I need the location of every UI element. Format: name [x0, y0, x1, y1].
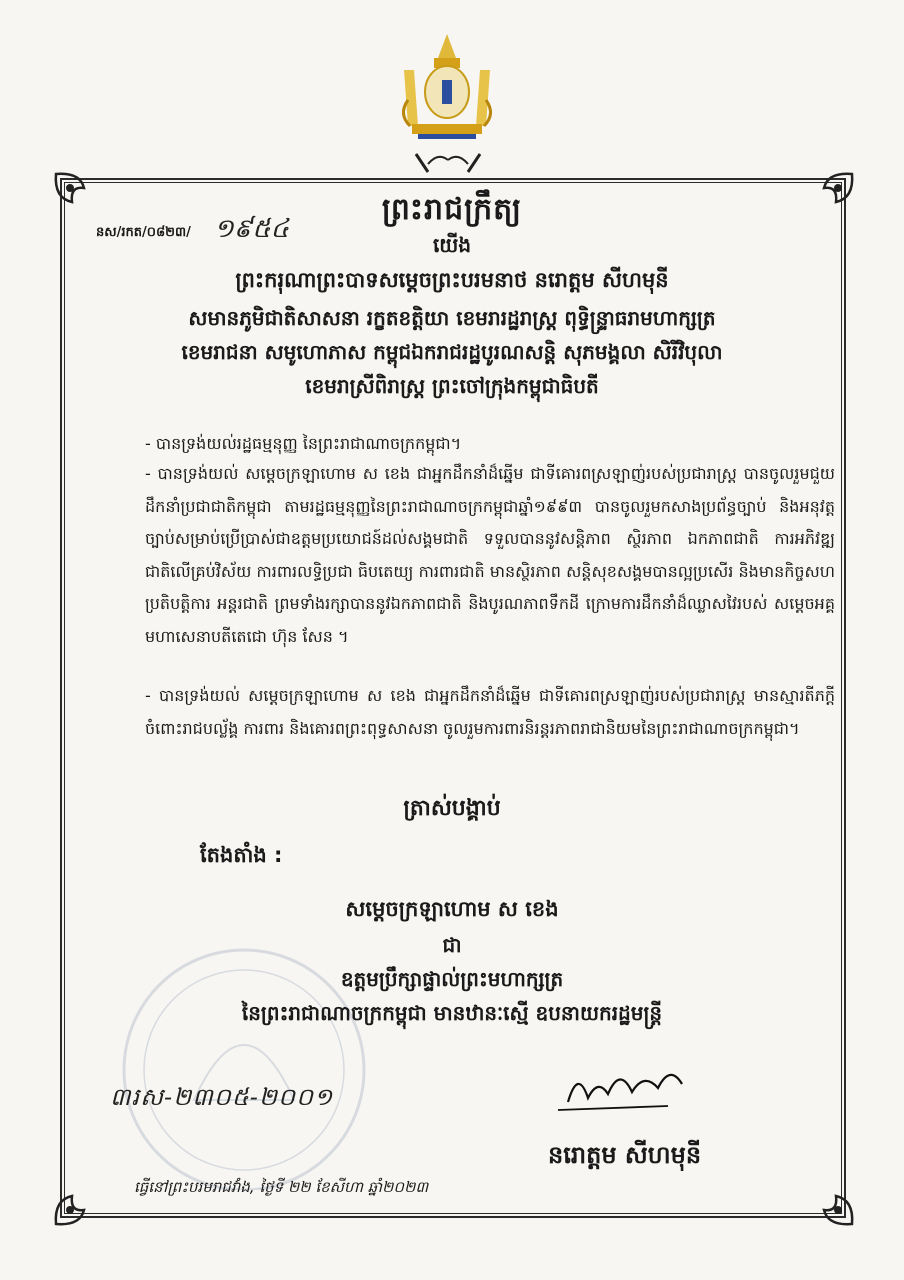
- corner-ornament-icon: [50, 1170, 110, 1230]
- corner-ornament-icon: [798, 1170, 858, 1230]
- royal-title-line-2: សមានភូមិជាតិសាសនា រក្ខតខត្តិយា ខេមរារដ្ឋរាស្ត្រ ពុទ្ធិន្ទ្រាធរាមហាក្សត្រ: [188, 306, 716, 330]
- royal-signature: [548, 1058, 698, 1118]
- position-line-2: នៃព្រះរាជាណាចក្រកម្ពុជា មានឋានៈស្មើ ឧបនាយករដ្ឋមន្ត្រី: [241, 1001, 663, 1025]
- reference-number: ១៩៥៤: [214, 214, 289, 244]
- decree-order-heading: ត្រាស់បង្គាប់: [403, 796, 501, 821]
- signer-name: នរោត្តម សីហមុនី: [548, 1141, 702, 1169]
- as-label: ជា: [442, 933, 462, 957]
- we-heading: យើង: [432, 233, 472, 257]
- handwritten-date: ៣រស-២៣០៥-២០០១: [110, 1083, 334, 1111]
- royal-title-line-1: ព្រះករុណាព្រះបាទសម្តេចព្រះបរមនាថ នរោត្តម សីហមុនី: [235, 268, 669, 292]
- preamble-item-leadership: - បានទ្រង់យល់ សម្តេចក្រឡាហោម ស ខេង ជាអ្នកដឹកនាំដ៏ឆ្នើម ជាទីគោរពស្រឡាញ់របស់ប្រជារាស្ត្រ បានចូលរួមជួយដឹកនាំប្រជាជាតិកម្ពុជា តាមរដ្ឋធម្មនុញ្ញនៃព្រះរាជាណាចក្រកម្ពុជាឆ្នាំ១៩៩៣ បានចូលរួមកសាងប្រព័ន្ធច្បាប់ និងអនុវត្តច្បាប់សម្រាប់ប្រើប្រាស់ជាឧត្តមប្រយោជន៍ដល់សង្គមជាតិ ទទួលបាននូវសន្តិភាព ស្ថិរភាព ឯកភាពជាតិ ការអភិវឌ្ឍជាតិលើគ្រប់វិស័យ ការពារលទ្ធិប្រជា ធិបតេយ្យ ការពារជាតិ មានស្ថិរភាព សន្តិសុខសង្គមបានល្អប្រសើរ និងមានកិច្ចសហប្រតិបត្តិការ អន្តរជាតិ ព្រមទាំងរក្សាបាននូវឯកភាពជាតិ និងបូរណភាពទឹកដី ក្រោមការដឹកនាំដ៏ឈ្លាសវៃរបស់ សម្តេចអគ្គមហាសេនាបតីតេជោ ហ៊ុន សែន ។: [145, 464, 835, 646]
- appointee-name: សម្តេចក្រឡាហោម ស ខេង: [345, 897, 559, 921]
- article-label: តែងតាំង :: [200, 843, 283, 867]
- preamble-item-constitution: - បានទ្រង់យល់រដ្ឋធម្មនុញ្ញ នៃព្រះរាជាណាចក្រកម្ពុជា។: [145, 434, 462, 453]
- preamble-item-loyalty: - បានទ្រង់យល់ សម្តេចក្រឡាហោម ស ខេង ជាអ្នកដឹកនាំដ៏ឆ្នើម ជាទីគោរពស្រឡាញ់របស់ប្រជារាស្ត្រ មានស្មារតីភក្តីចំពោះរាជបល្ល័ង្គ ការពារ និងគោរពព្រះពុទ្ធសាសនា ចូលរួមការពារនិរន្តរភាពរាជានិយមនៃព្រះរាជាណាចក្រកម្ពុជា។: [145, 686, 835, 738]
- place-and-date: ធ្វើនៅព្រះបរមរាជវាំង, ថ្ងៃទី ២២ ខែសីហា ឆ្នាំ២០២៣: [134, 1178, 429, 1196]
- royal-arms-of-cambodia-icon: [388, 30, 506, 142]
- position-line-1: ឧត្តមប្រឹក្សាផ្ទាល់ព្រះមហាក្សត្រ: [340, 967, 564, 991]
- royal-title-line-3: ខេមរាជនា សមូហោភាស កម្ពុជឯករាជរដ្ឋបូរណសន្តិ សុភមង្គលា សិរីវិបុលា: [181, 340, 723, 364]
- royal-title-line-4: ខេមរាស្រីពិរាស្ត្រ ព្រះចៅក្រុងកម្ពុជាធិបតី: [305, 374, 599, 398]
- top-ornament: [408, 150, 488, 176]
- decree-title: ព្រះរាជក្រឹត្យ: [381, 192, 523, 227]
- reference-code: នស/រកត/០៨២៣/: [96, 225, 191, 240]
